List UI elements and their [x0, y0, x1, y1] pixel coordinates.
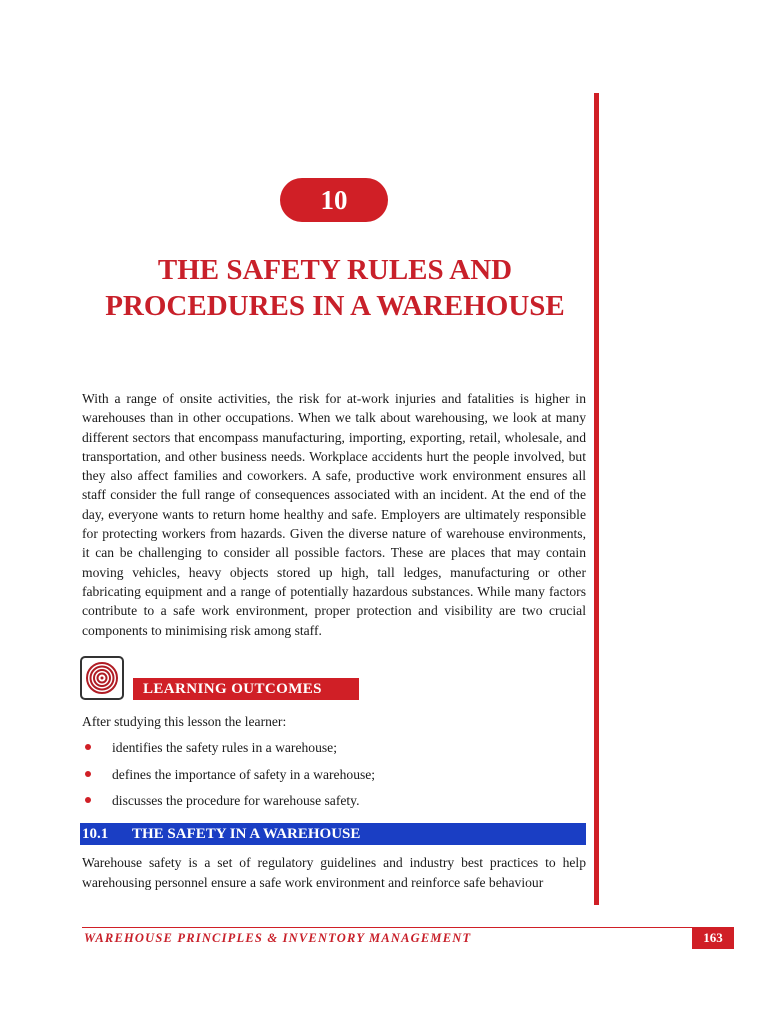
page-number: 163 [692, 927, 734, 949]
list-item [82, 791, 375, 818]
outcome-text: identifies the safety rules in a warehouse; [112, 740, 337, 755]
chapter-title-line-2: PROCEDURES IN A WAREHOUSE [105, 290, 565, 322]
intro-paragraph: With a range of onsite activities, the risk for at-work injuries and fatalities is higher in warehouses than in other occupations. When we talk about warehousing, we look at many different sectors that encompass manufacturing, importing, exporting, retail, wholesale, and transportation, and other business needs. Workplace accidents hurt the people involved, but they also affect families and coworkers. A safe, productive work environment ensures all staff consider the full range of consequences associated with an incident. At the end of the day, everyone wants to return home healthy and safe. Employers are ultimately responsible for protecting workers from hazards. Given the diverse nature of warehouse environments, it can be challenging to consider all possible factors. These are places that may contain moving vehicles, heavy objects stored up high, tall ledges, manufacturing or other fabricating equipment and a range of potentially hazardous substances. While many factors contribute to a safe work environment, proper protection and visibility are two crucial components to minimising risk among staff. [82, 391, 586, 638]
target-icon [80, 656, 124, 700]
footer-rule [82, 927, 733, 928]
section-paragraph: Warehouse safety is a set of regulatory guidelines and industry best practices to help warehousing personnel ensure a safe work environment and reinforce safe behaviour [82, 855, 586, 890]
section-title: THE SAFETY IN A WAREHOUSE [132, 826, 361, 842]
section-heading [80, 823, 586, 845]
outcome-text: defines the importance of safety in a warehouse; [112, 766, 376, 782]
chapter-title-line-1: THE SAFETY RULES AND [157, 254, 513, 286]
list-item [82, 765, 375, 792]
footer-book-title: WAREHOUSE PRINCIPLES & INVENTORY MANAGEMENT [84, 931, 472, 945]
bullet-icon [85, 797, 91, 803]
learning-outcomes-list [82, 738, 375, 818]
chapter-number-badge: 10 [280, 178, 388, 222]
bullet-icon [85, 771, 91, 777]
section-number: 10.1 [82, 826, 109, 842]
learning-outcomes-lead: After studying this lesson the learner: [82, 714, 287, 729]
outcome-text: discusses the procedure for warehouse safety. [112, 793, 360, 808]
list-item [82, 738, 375, 765]
bullet-icon [85, 744, 91, 750]
learning-outcomes-heading: LEARNING OUTCOMES [133, 678, 359, 700]
chapter-title [40, 252, 630, 324]
margin-rule [594, 93, 599, 905]
